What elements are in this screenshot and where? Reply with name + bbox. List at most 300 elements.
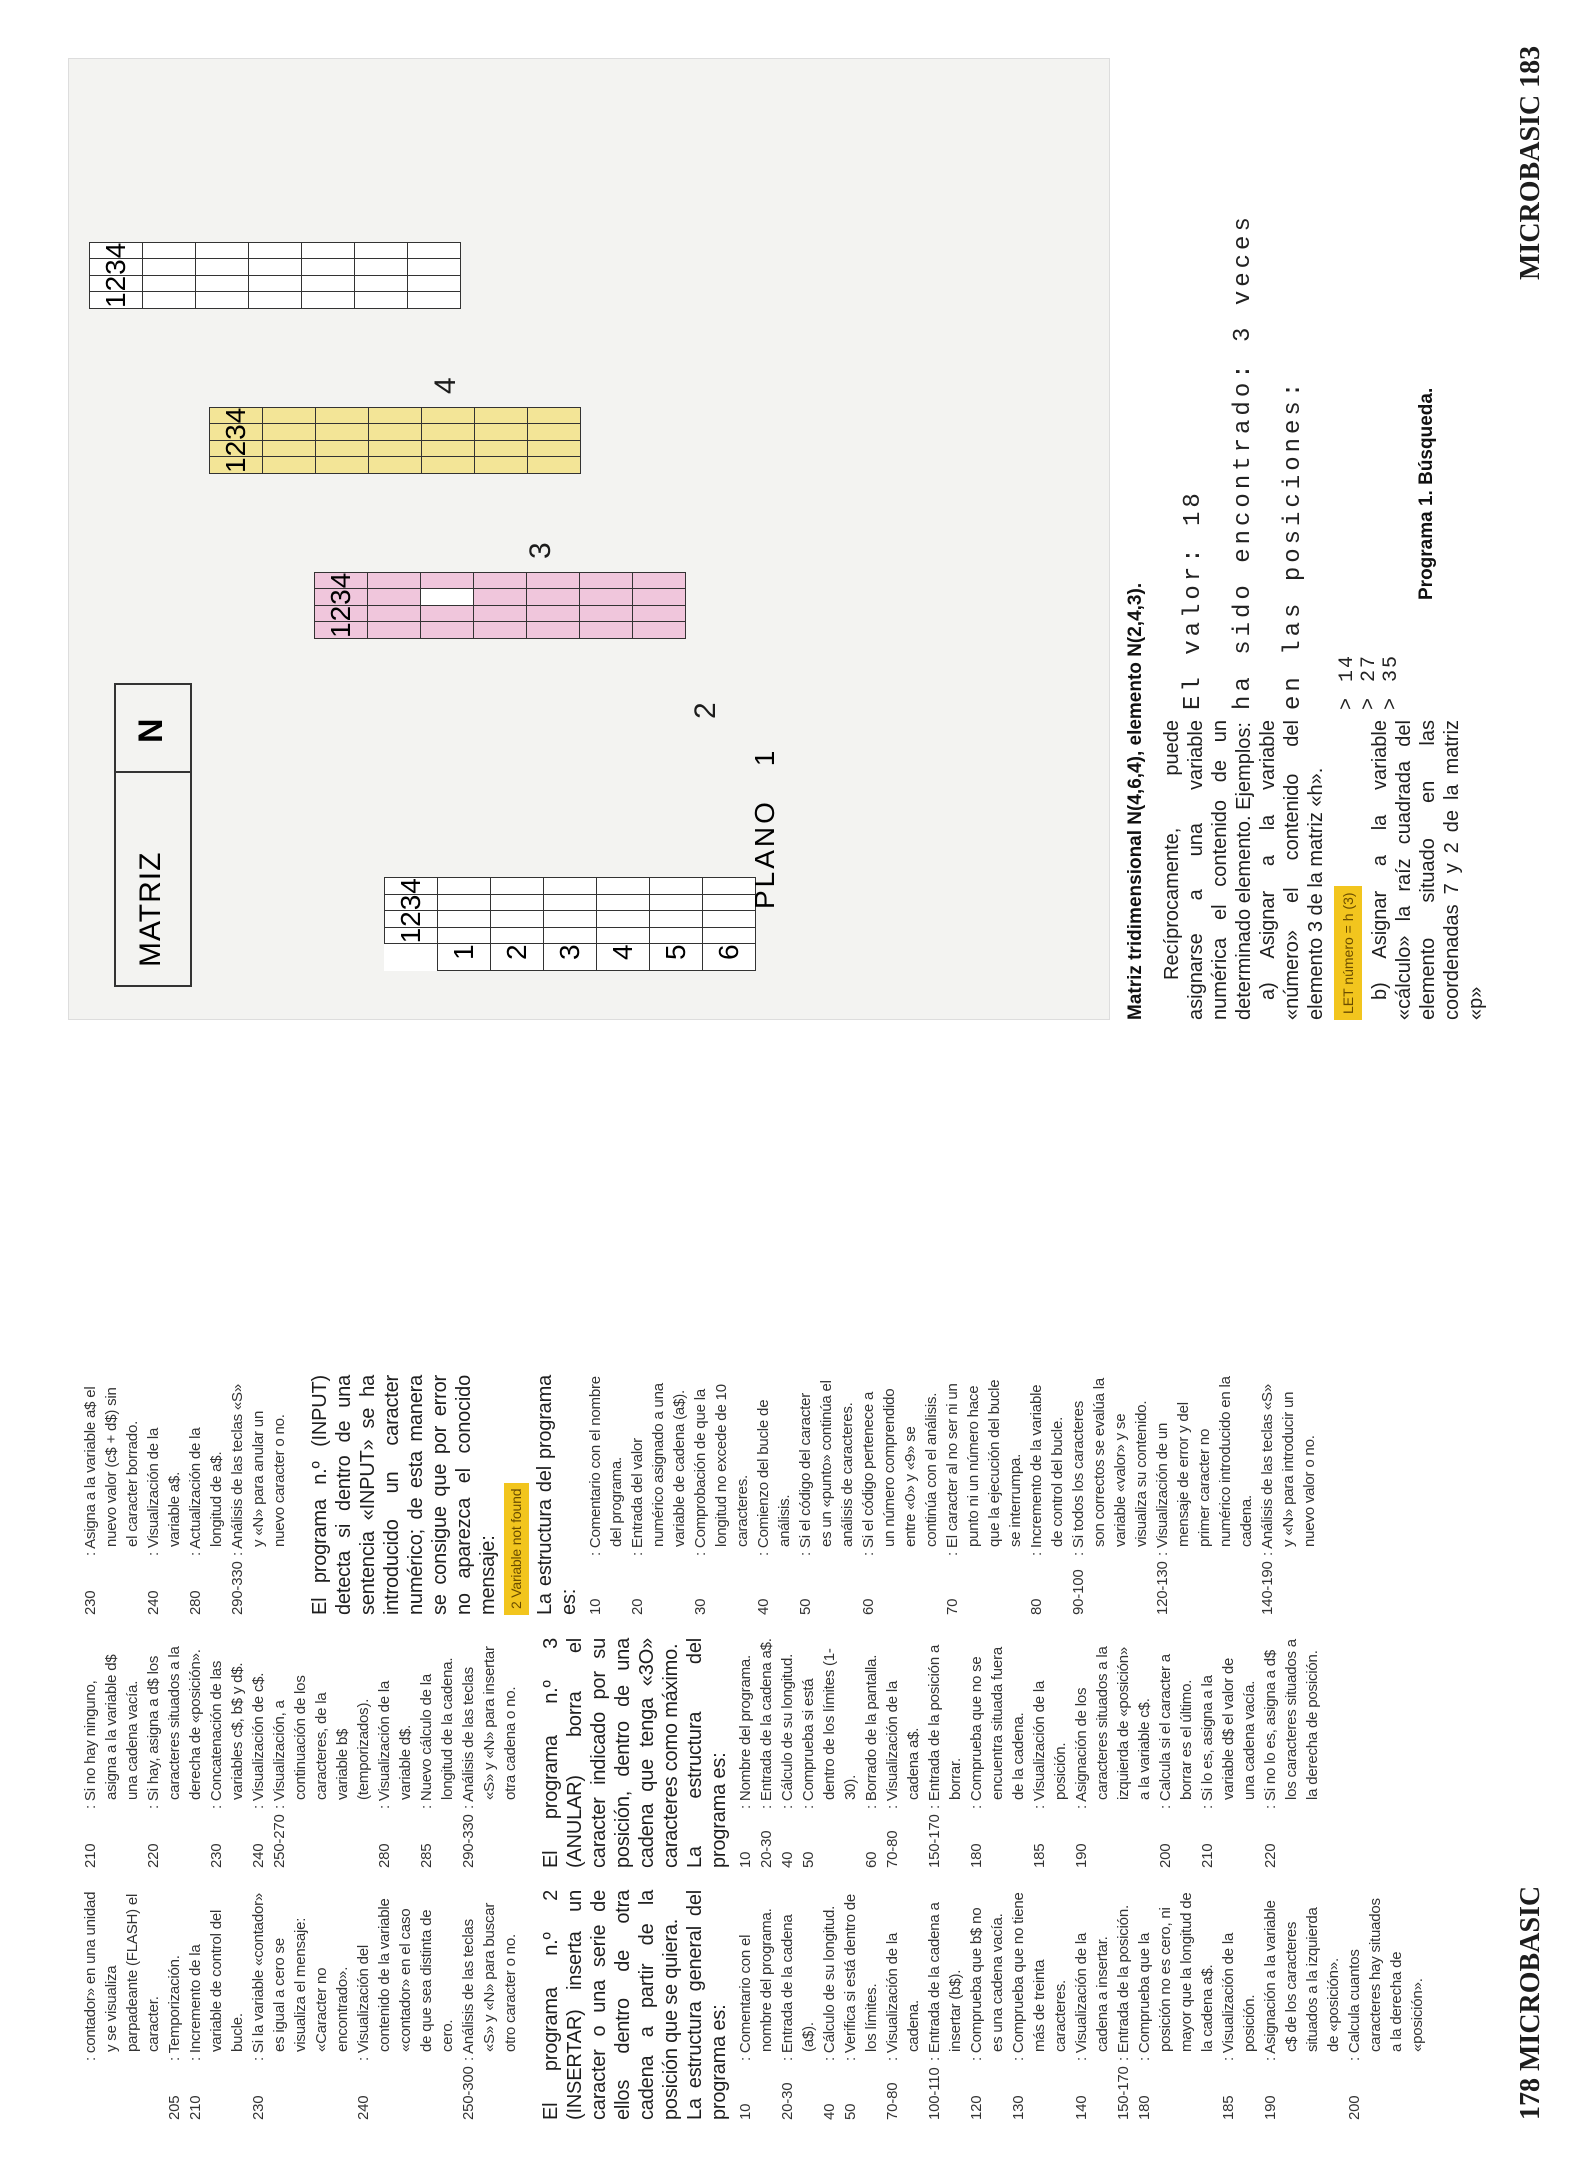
- matrix-cell: [408, 259, 461, 276]
- column-header: 1: [315, 622, 368, 639]
- matrix-cell: [249, 259, 302, 276]
- line-description: : Actualización de la longitud de a$.: [185, 1375, 227, 1547]
- line-number: 240: [355, 2095, 372, 2120]
- line-entry: [966, 1890, 1008, 2120]
- matrix-cell: [263, 457, 316, 474]
- matrix-cell: [249, 242, 302, 259]
- line-entry: [690, 1375, 753, 1615]
- line-entry: [353, 1890, 458, 2120]
- line-number: 190: [1262, 2095, 1279, 2120]
- paragraph-reciprocamente: Recíprocamente, puede asignarse a una variable numérica el contenido de un determinado elemento. Ejemplos:: [1161, 720, 1255, 1020]
- plane-4-grid: [89, 242, 461, 309]
- matrix-cell: [703, 911, 756, 928]
- line-number: 20: [629, 1598, 646, 1615]
- line-entry: [858, 1375, 942, 1615]
- program-output-screen: [1180, 50, 1438, 710]
- column-header: 4: [315, 572, 368, 589]
- line-number: 200: [1346, 2095, 1363, 2120]
- line-description: : Análisis de las teclas «S» y «N» para buscar otro caracter o no.: [458, 1890, 521, 2052]
- line-number: 185: [1031, 1843, 1048, 1868]
- screen-line-5: > 27: [1358, 653, 1381, 710]
- line-number: 200: [1157, 1843, 1174, 1868]
- left-column-2: [80, 1638, 1323, 1868]
- line-number: 250-270: [271, 1814, 288, 1868]
- column-header: 3: [385, 894, 438, 911]
- matrix-cell: [491, 911, 544, 928]
- matrix-cell: [196, 292, 249, 309]
- line-description: : Si no lo es, asigna a d$ los caracteres situados a la derecha de posición.: [1260, 1638, 1323, 1800]
- matrix-cell: [527, 605, 580, 622]
- matrix-cell: [316, 424, 369, 441]
- left-footer: 178 MICROBASIC: [1515, 1885, 1546, 2120]
- matrix-cell: [438, 911, 491, 928]
- matrix-cell: [422, 457, 475, 474]
- matrix-cell: [422, 424, 475, 441]
- line-number: 50: [842, 2103, 859, 2120]
- screen-caption: Programa 1. Búsqueda.: [1416, 387, 1437, 600]
- corner-cell: [385, 944, 438, 971]
- line-description: : Si hay, asigna a d$ los caracteres situados a la derecha de «posición».: [143, 1638, 206, 1800]
- matrix-cell: [316, 407, 369, 424]
- matrix-cell: [633, 589, 686, 606]
- plane-3-number: 3: [524, 542, 557, 559]
- line-description: : Análisis de las teclas «S» y «N» para insertar otra cadena o no.: [458, 1638, 521, 1800]
- matrix-figure-panel: [68, 58, 1110, 1020]
- line-number: 230: [250, 2095, 267, 2120]
- matrix-cell: [474, 622, 527, 639]
- line-entry: [80, 1375, 143, 1615]
- line-entry: [795, 1375, 858, 1615]
- line-entry: [248, 1890, 353, 2120]
- line-description: : Visualización de c$.: [248, 1638, 269, 1800]
- line-number: 210: [187, 2095, 204, 2120]
- matrix-cell: [544, 878, 597, 895]
- line-number: 285: [418, 1843, 435, 1868]
- line-entry: [185, 1890, 248, 2120]
- matrix-cell: [143, 242, 196, 259]
- line-entry: [861, 1638, 882, 1868]
- line-description: : Entrada de la posición.: [1113, 1890, 1134, 2052]
- line-number: 205: [166, 2095, 183, 2120]
- line-description: : Comprueba que no tiene más de treinta caracteres.: [1008, 1890, 1071, 2052]
- line-number: 180: [1136, 2095, 1153, 2120]
- line-entry: [1260, 1638, 1323, 1868]
- line-description: : Visualización de la variable a$.: [143, 1375, 185, 1547]
- row-header: 3: [544, 944, 597, 971]
- matrix-name-box: [116, 685, 190, 773]
- line-entry: [840, 1890, 882, 2120]
- line-number: 70-80: [884, 2082, 901, 2120]
- line-entry: [1068, 1375, 1152, 1615]
- line-number: 250-300: [460, 2066, 477, 2120]
- line-entry: [1260, 1890, 1344, 2120]
- line-number: 140-190: [1259, 1561, 1276, 1615]
- paragraph-input: El programa n.º (INPUT) detecta si dentro de una sentencia «INPUT» se ha introducido un caracter numérico; de esta manera se consigue que por error no aparezca el conocido mensaje:: [309, 1375, 499, 1615]
- selected-element-cell: [421, 589, 474, 606]
- matrix-cell: [369, 424, 422, 441]
- line-number: 290-330: [229, 1561, 246, 1615]
- line-description: : Nombre del programa.: [735, 1638, 756, 1800]
- matrix-name: N: [132, 718, 170, 743]
- plane-2-number: 2: [689, 702, 722, 719]
- matrix-cell: [408, 292, 461, 309]
- line-entry: [1344, 1890, 1428, 2120]
- line-description: : Visualización de la posición.: [1218, 1890, 1260, 2052]
- matrix-cell: [475, 407, 528, 424]
- line-number: 120: [968, 2095, 985, 2120]
- line-number: 210: [82, 1843, 99, 1868]
- matrix-cell: [263, 407, 316, 424]
- matrix-cell: [580, 605, 633, 622]
- line-description: : Si el código del caracter es un «punto» continúa el análisis de caracteres.: [795, 1375, 858, 1547]
- line-number: 220: [145, 1843, 162, 1868]
- screen-line-3: en las posiciones:: [1280, 378, 1307, 710]
- screen-line-2: ha sido encontrado: 3 veces: [1230, 213, 1257, 710]
- line-description: : Asignación a la variable c$ de los caracteres situados a la izquierda de «posición».: [1260, 1890, 1344, 2052]
- matrix-cell: [580, 622, 633, 639]
- matrix-cell: [491, 927, 544, 944]
- line-entry: [735, 1890, 777, 2120]
- line-entry: [1155, 1638, 1197, 1868]
- line-number: 10: [587, 1598, 604, 1615]
- matrix-cell: [544, 894, 597, 911]
- line-number: 240: [145, 1590, 162, 1615]
- rows-b: [735, 1638, 1323, 1868]
- column-header: 3: [90, 259, 143, 276]
- matrix-cell: [491, 894, 544, 911]
- line-number: 280: [376, 1843, 393, 1868]
- matrix-cell: [263, 440, 316, 457]
- line-number: 130: [1010, 2095, 1027, 2120]
- error-message: 2 Variable not found: [504, 1483, 529, 1615]
- matrix-cell: [527, 589, 580, 606]
- column-header: 3: [210, 424, 263, 441]
- line-entry: [798, 1638, 861, 1868]
- line-description: : Concatenación de las variables c$, b$ y d$.: [206, 1638, 248, 1800]
- matrix-cell: [316, 440, 369, 457]
- line-description: : Visualización de la variable d$.: [374, 1638, 416, 1800]
- line-description: : Comentario con el nombre del programa.: [735, 1890, 777, 2052]
- line-description: : Si el código pertenece a un número comprendido entre «0» y «9» se continúa con el análisis.: [858, 1375, 942, 1547]
- matrix-cell: [650, 911, 703, 928]
- line-number: 20-30: [758, 1830, 775, 1868]
- matrix-cell: [633, 622, 686, 639]
- paragraph-estructura: La estructura del programa es:: [684, 1638, 730, 1868]
- matrix-cell: [703, 927, 756, 944]
- line-number: 240: [250, 1843, 267, 1868]
- line-description: : Entrada de la cadena (a$).: [777, 1890, 819, 2052]
- line-number: 220: [1262, 1843, 1279, 1868]
- line-entry: [1218, 1890, 1260, 2120]
- line-description: : Temporización.: [164, 1890, 185, 2052]
- line-description: : Asigna a la variable a$ el nuevo valor (c$ + d$) sin el caracter borrado.: [80, 1375, 143, 1547]
- matrix-cell: [580, 589, 633, 606]
- line-number: 40: [755, 1598, 772, 1615]
- line-description: : Visualización, a continuación de los caracteres, de la variable b$ (temporizados).: [269, 1638, 374, 1800]
- line-description: : Comentario con el nombre del programa.: [585, 1375, 627, 1547]
- line-description: : Visualización de la cadena a$.: [882, 1638, 924, 1800]
- row-header: 2: [491, 944, 544, 971]
- line-description: : Visualización de la cadena a insertar.: [1071, 1890, 1113, 2052]
- line-entry: [627, 1375, 690, 1615]
- plane-2-grid: [314, 572, 686, 639]
- line-description: : Entrada del valor numérico asignado a una variable de cadena (a$).: [627, 1375, 690, 1547]
- line-entry: [1134, 1890, 1218, 2120]
- column-header: 3: [315, 589, 368, 606]
- line-number: 100-110: [926, 2067, 943, 2120]
- matrix-cell: [355, 275, 408, 292]
- line-description: : Incremento de la variable de control del bucle.: [185, 1890, 248, 2052]
- line-entry: [1197, 1638, 1260, 1868]
- matrix-cell: [438, 927, 491, 944]
- line-entry: [819, 1890, 840, 2120]
- line-description: : contador» en una unidad y se visualiza parpadeante (FLASH) el caracter.: [80, 1890, 164, 2052]
- column-header: 4: [90, 242, 143, 259]
- plane-3-grid: [209, 407, 581, 474]
- matrix-cell: [302, 242, 355, 259]
- line-entry: [143, 1375, 185, 1615]
- matrix-cell: [703, 878, 756, 895]
- line-number: 290-330: [460, 1814, 477, 1868]
- matrix-cell: [703, 894, 756, 911]
- line-description: : Asignación de los caracteres situados a la izquierda de «posición» a la variable c$.: [1071, 1638, 1155, 1800]
- matrix-cell: [355, 292, 408, 309]
- right-text-column: [1160, 720, 1488, 1020]
- matrix-cell: [143, 259, 196, 276]
- matrix-label-box: [114, 683, 192, 987]
- matrix-cell: [421, 622, 474, 639]
- line-entry: [458, 1890, 521, 2120]
- line-description: : Visualización de un mensaje de error y del primer caracter no numérico introducido en la cadena.: [1152, 1375, 1257, 1547]
- row-header: 4: [597, 944, 650, 971]
- matrix-cell: [355, 242, 408, 259]
- line-number: 190: [1073, 1843, 1090, 1868]
- line-entry: [269, 1638, 374, 1868]
- matrix-cell: [597, 927, 650, 944]
- matrix-label: MATRIZ: [134, 851, 167, 967]
- line-description: : Análisis de las teclas «S» y «N» para introducir un nuevo valor o no.: [1257, 1375, 1320, 1547]
- line-number: 30: [692, 1598, 709, 1615]
- line-description: : Comienzo del bucle de análisis.: [753, 1375, 795, 1547]
- line-number: 140: [1073, 2095, 1090, 2120]
- column-header: 2: [90, 275, 143, 292]
- line-number: 280: [187, 1590, 204, 1615]
- line-number: 185: [1220, 2095, 1237, 2120]
- line-entry: [966, 1638, 1029, 1868]
- rows-b: [585, 1375, 1320, 1615]
- line-entry: [80, 1638, 143, 1868]
- line-description: : Visualización de la cadena.: [882, 1890, 924, 2052]
- line-entry: [1152, 1375, 1257, 1615]
- matrix-cell: [421, 572, 474, 589]
- figure-caption: Matriz tridimensional N(4,6,4), elemento N(2,4,3).: [1125, 582, 1146, 1020]
- matrix-cell: [438, 878, 491, 895]
- line-entry: [1071, 1638, 1155, 1868]
- paragraph-anular: El programa n.º 3 (ANULAR) borra el caracter indicado por su posición, dentro de una cadena que tenga «3O» caracteres como máximo.: [540, 1638, 682, 1868]
- matrix-cell: [143, 275, 196, 292]
- paragraph-estructura: La estructura general del programa es:: [684, 1890, 730, 2120]
- column-header: 1: [385, 927, 438, 944]
- line-entry: [1113, 1890, 1134, 2120]
- matrix-cell: [422, 407, 475, 424]
- line-description: : Comprueba que la posición no es cero, ni mayor que la longitud de la cadena a$.: [1134, 1890, 1218, 2052]
- left-column-3: [80, 1375, 1320, 1615]
- line-entry: [227, 1375, 290, 1615]
- rows-b: [735, 1890, 1428, 2120]
- matrix-cell: [369, 440, 422, 457]
- matrix-cell: [316, 457, 369, 474]
- matrix-cell: [491, 878, 544, 895]
- line-description: : Cálculo de su longitud.: [777, 1638, 798, 1800]
- line-entry: [206, 1638, 248, 1868]
- matrix-cell: [528, 407, 581, 424]
- screen-line-4: > 14: [1336, 653, 1359, 710]
- matrix-cell: [528, 440, 581, 457]
- line-entry: [1026, 1375, 1068, 1615]
- line-description: : Nuevo cálculo de la longitud de la cadena.: [416, 1638, 458, 1800]
- matrix-cell: [369, 407, 422, 424]
- line-number: 180: [968, 1843, 985, 1868]
- plane-4-number: 4: [429, 377, 462, 394]
- line-description: : El caracter al no ser ni un punto ni un número hace que la ejecución del bucle se interrumpa.: [942, 1375, 1026, 1547]
- matrix-cell: [422, 440, 475, 457]
- matrix-cell: [408, 275, 461, 292]
- line-entry: [374, 1638, 416, 1868]
- line-entry: [1071, 1890, 1113, 2120]
- line-description: : Análisis de las teclas «S» y «N» para anular un nuevo caracter o no.: [227, 1375, 290, 1547]
- paragraph-b: b) Asignar a la variable «cálculo» la raíz cuadrada del elemento situado en las coordenadas 7 y 2 de la matriz «p»: [1369, 720, 1487, 1020]
- rows-a: [80, 1375, 290, 1615]
- line-entry: [143, 1638, 206, 1868]
- line-entry: [164, 1890, 185, 2120]
- matrix-cell: [474, 572, 527, 589]
- column-header: 4: [385, 878, 438, 895]
- matrix-cell: [196, 275, 249, 292]
- column-header: 1: [90, 292, 143, 309]
- line-number: 70: [944, 1598, 961, 1615]
- matrix-cell: [408, 242, 461, 259]
- matrix-cell: [474, 589, 527, 606]
- column-header: 2: [315, 605, 368, 622]
- line-entry: [1008, 1890, 1071, 2120]
- matrix-cell: [302, 275, 355, 292]
- paragraph-estructura: La estructura del programa es:: [534, 1375, 580, 1615]
- matrix-cell: [597, 878, 650, 895]
- matrix-cell: [368, 589, 421, 606]
- matrix-cell: [650, 894, 703, 911]
- matrix-cell: [475, 424, 528, 441]
- plane-1-grid: [384, 877, 756, 971]
- matrix-cell: [438, 894, 491, 911]
- line-entry: [924, 1638, 966, 1868]
- matrix-cell: [249, 292, 302, 309]
- matrix-cell: [544, 911, 597, 928]
- row-header: 6: [703, 944, 756, 971]
- line-number: 10: [737, 1851, 754, 1868]
- matrix-cell: [421, 605, 474, 622]
- line-description: : Comprueba que b$ no es una cadena vacía.: [966, 1890, 1008, 2052]
- line-entry: [248, 1638, 269, 1868]
- line-entry: [80, 1890, 164, 2120]
- rows-a: [80, 1638, 521, 1868]
- line-number: 230: [82, 1590, 99, 1615]
- line-entry: [185, 1375, 227, 1615]
- line-description: : Comprueba que no se encuentra situada fuera de la cadena.: [966, 1638, 1029, 1800]
- matrix-cell: [544, 927, 597, 944]
- matrix-cell: [368, 605, 421, 622]
- matrix-cell: [263, 424, 316, 441]
- line-number: 60: [860, 1598, 877, 1615]
- matrix-cell: [302, 292, 355, 309]
- line-description: : Comprobación de que la longitud no excede de 10 caracteres.: [690, 1375, 753, 1547]
- line-number: 150-170: [1115, 2066, 1132, 2120]
- matrix-cell: [597, 911, 650, 928]
- line-description: : Entrada de la cadena a insertar (b$).: [924, 1890, 966, 2052]
- line-number: 150-170: [926, 1814, 943, 1868]
- matrix-cell: [633, 572, 686, 589]
- line-number: 40: [779, 1851, 796, 1868]
- matrix-cell: [302, 259, 355, 276]
- column-header: 2: [210, 440, 263, 457]
- line-entry: [882, 1638, 924, 1868]
- line-number: 10: [737, 2103, 754, 2120]
- matrix-cell: [650, 878, 703, 895]
- line-entry: [942, 1375, 1026, 1615]
- line-description: : Comprueba si está dentro de los límites (1-30).: [798, 1638, 861, 1800]
- left-column-1: [80, 1890, 1428, 2120]
- line-description: : Si la variable «contador» es igual a cero se visualiza el mensaje: «Caracter no encontrado».: [248, 1890, 353, 2052]
- line-entry: [458, 1638, 521, 1868]
- line-description: : Visualización del contenido de la variable «contador» en el caso de que sea distinta de cero.: [353, 1890, 458, 2052]
- line-description: : Incremento de la variable de control del bucle.: [1026, 1375, 1068, 1547]
- matrix-cell: [528, 457, 581, 474]
- right-footer: MICROBASIC 183: [1515, 45, 1546, 280]
- row-header: 1: [438, 944, 491, 971]
- line-description: : Entrada de la posición a borrar.: [924, 1638, 966, 1800]
- line-entry: [735, 1638, 756, 1868]
- matrix-cell: [527, 572, 580, 589]
- rows-a: [80, 1890, 521, 2120]
- line-number: 80: [1028, 1598, 1045, 1615]
- line-entry: [756, 1638, 777, 1868]
- line-number: 230: [208, 1843, 225, 1868]
- matrix-cell: [475, 440, 528, 457]
- matrix-cell: [475, 457, 528, 474]
- line-entry: [777, 1638, 798, 1868]
- line-entry: [1029, 1638, 1071, 1868]
- paragraph-insertar: El programa n.º 2 (INSERTAR) inserta un caracter o una serie de ellos dentro de otra cadena a partir de la posición que se quiera.: [540, 1890, 682, 2120]
- column-header: 4: [210, 407, 263, 424]
- matrix-cell: [528, 424, 581, 441]
- line-description: : Si todos los caracteres son correctos se evalúa la variable «valor» y se visualiza su contenido.: [1068, 1375, 1152, 1547]
- matrix-cell: [249, 275, 302, 292]
- line-number: 50: [797, 1598, 814, 1615]
- line-description: : Visualización de la posición.: [1029, 1638, 1071, 1800]
- line-description: : Verifica si está dentro de los límites.: [840, 1890, 882, 2052]
- line-description: : Cálculo de su longitud.: [819, 1890, 840, 2052]
- line-description: : Si lo es, asigna a la variable d$ el valor de una cadena vacía.: [1197, 1638, 1260, 1800]
- paragraph-a: a) Asignar a la variable «número» el contenido del elemento 3 de la matriz «h».: [1257, 720, 1327, 1020]
- line-entry: [416, 1638, 458, 1868]
- matrix-cell: [633, 605, 686, 622]
- screen-line-6: > 35: [1380, 653, 1403, 710]
- column-header: 1: [210, 457, 263, 474]
- line-description: : Borrado de la pantalla.: [861, 1638, 882, 1800]
- matrix-cell: [196, 242, 249, 259]
- plane-1-label: [749, 748, 781, 909]
- matrix-cell: [597, 894, 650, 911]
- plane-label: PLANO: [749, 799, 780, 909]
